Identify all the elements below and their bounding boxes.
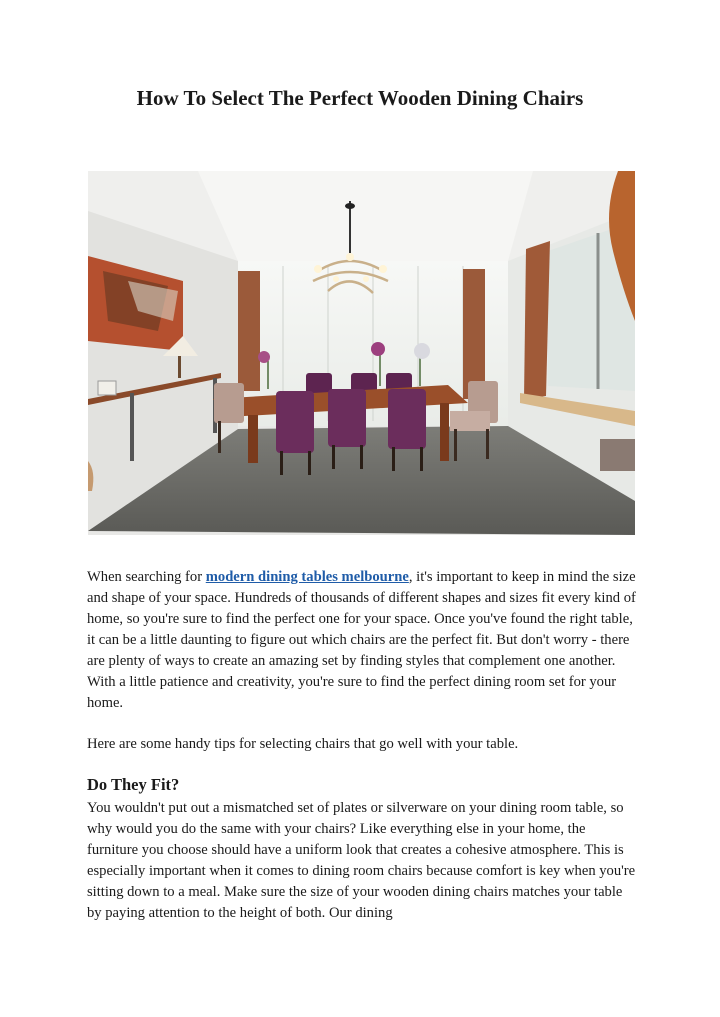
dining-room-illustration [88,171,635,535]
intro-text-rest: , it's important to keep in mind the size and shape of your space. Hundreds of thousands of different shapes and sizes fit every kind of home, so you're sure to find the perfect one for your space. Once you've found the right table, it can be a little daunting to figure out which chairs are the perfect fit. But don't worry - there are plenty of ways to create an amazing set by finding styles that complement one another. With a little patience and creativity, you're sure to find the perfect dining room set for your home. [87,569,636,711]
hero-image [88,171,635,535]
armchair-right [600,439,635,471]
intro-paragraph [87,567,637,714]
page-title: How To Select The Perfect Wooden Dining Chairs [136,86,584,110]
section-paragraph-do-they-fit: You wouldn't put out a mismatched set of plates or silverware on your dining room table, so why would you do the same with your chairs? Like everything else in your home, the furniture you choose should have a uniform look that creates a cohesive atmosphere. This is especially important when it comes to dining room chairs because comfort is key when you're sitting down to a meal. Make sure the size of your wooden dining chairs matches your table by paying attention to the height of both. Our dining [87,800,636,921]
section-heading-do-they-fit: Do They Fit? [87,775,180,794]
intro-text-start: When searching for [87,569,206,585]
curtain-left [238,271,260,391]
side-chair-left [214,383,244,423]
curtain-center-right [463,269,485,399]
tips-intro-paragraph: Here are some handy tips for selecting chairs that go well with your table. [87,736,519,752]
curtain-right [524,241,550,399]
modern-dining-tables-link[interactable]: modern dining tables melbourne [205,569,409,585]
